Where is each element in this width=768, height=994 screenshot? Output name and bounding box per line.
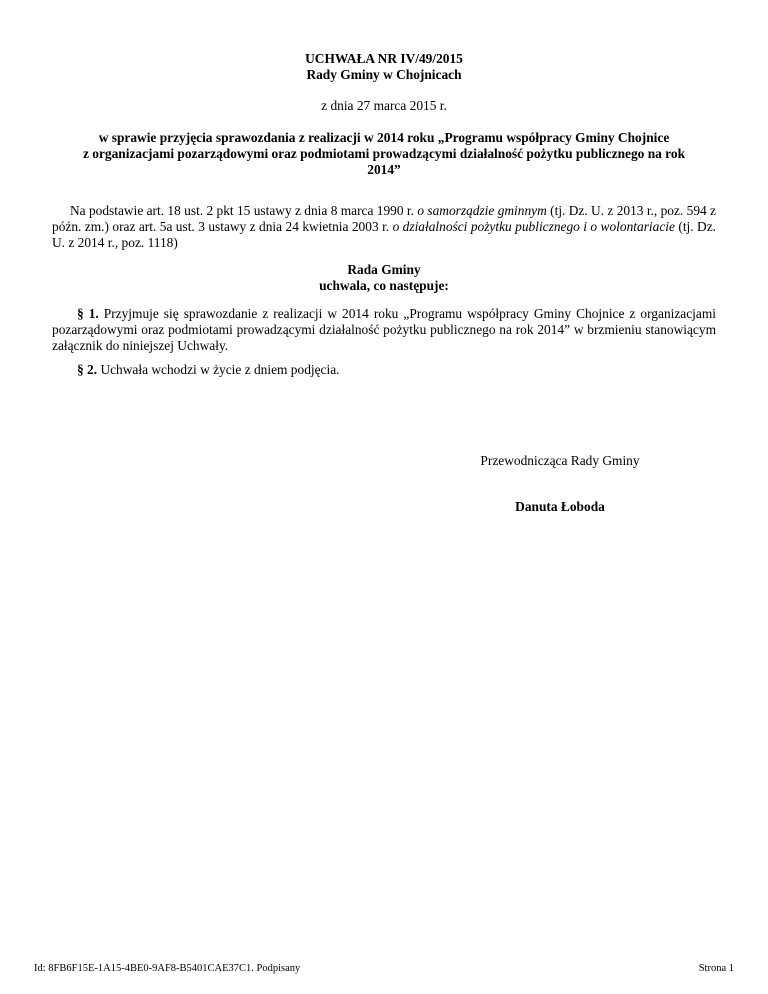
issuer: Rady Gminy w Chojnicach bbox=[306, 67, 462, 82]
council-resolves: uchwala, co następuje: bbox=[319, 278, 449, 293]
resolution-number: UCHWAŁA NR IV/49/2015 bbox=[305, 51, 463, 66]
resolution-subject bbox=[52, 130, 716, 178]
legal-basis-part-3: (tj. Dz. U. z 2014 r., poz. 1118) bbox=[52, 219, 716, 250]
paragraph-1-text: Przyjmuje się sprawozdanie z realizacji w 2014 roku „Programu współpracy Gminy Chojnice z organizacjami pozarządowymi oraz podmiotami prowadzącymi działalność pożytku publicznego na rok 2014” w brzmieniu stanowiącym załącznik do niniejszej Uchwały. bbox=[52, 306, 716, 353]
subject-line-2: z organizacjami pozarządowymi oraz podmiotami prowadzącymi działalność pożytku publicznego na rok bbox=[82, 146, 686, 161]
council-name: Rada Gminy bbox=[347, 262, 421, 277]
act-title-2: o działalności pożytku publicznego i o wolontariacie bbox=[392, 219, 675, 234]
paragraph-1 bbox=[52, 306, 716, 354]
legal-basis bbox=[52, 203, 716, 251]
paragraph-2-label: § 2. bbox=[77, 362, 98, 377]
act-title-1: o samorządzie gminnym bbox=[417, 203, 547, 218]
legal-basis-part-1: Na podstawie art. 18 ust. 2 pkt 15 ustawy z dnia 8 marca 1990 r. bbox=[70, 203, 418, 218]
subject-line-3: 2014” bbox=[367, 162, 401, 177]
document-id: Id: 8FB6F15E-1A15-4BE0-9AF8-B5401CAE37C1. Podpisany bbox=[34, 963, 301, 974]
resolution-date: z dnia 27 marca 2015 r. bbox=[321, 98, 447, 113]
legal-basis-part-2: (tj. Dz. U. z 2013 r., poz. 594 z późn. zm.) oraz art. 5a ust. 3 ustawy z dnia 24 kwietnia 2003 r. bbox=[52, 203, 717, 234]
paragraph-1-label: § 1. bbox=[77, 306, 99, 321]
paragraph-2-text: Uchwała wchodzi w życie z dniem podjęcia. bbox=[97, 362, 340, 377]
paragraph-2 bbox=[52, 362, 716, 378]
page-number: Strona 1 bbox=[698, 963, 734, 974]
document-title bbox=[52, 51, 716, 83]
subject-line-1: w sprawie przyjęcia sprawozdania z realizacji w 2014 roku „Programu współpracy Gminy Chojnice bbox=[98, 130, 670, 145]
council-heading bbox=[52, 262, 716, 294]
signatory-name: Danuta Łoboda bbox=[515, 499, 605, 514]
signatory-role: Przewodnicząca Rady Gminy bbox=[480, 453, 640, 468]
